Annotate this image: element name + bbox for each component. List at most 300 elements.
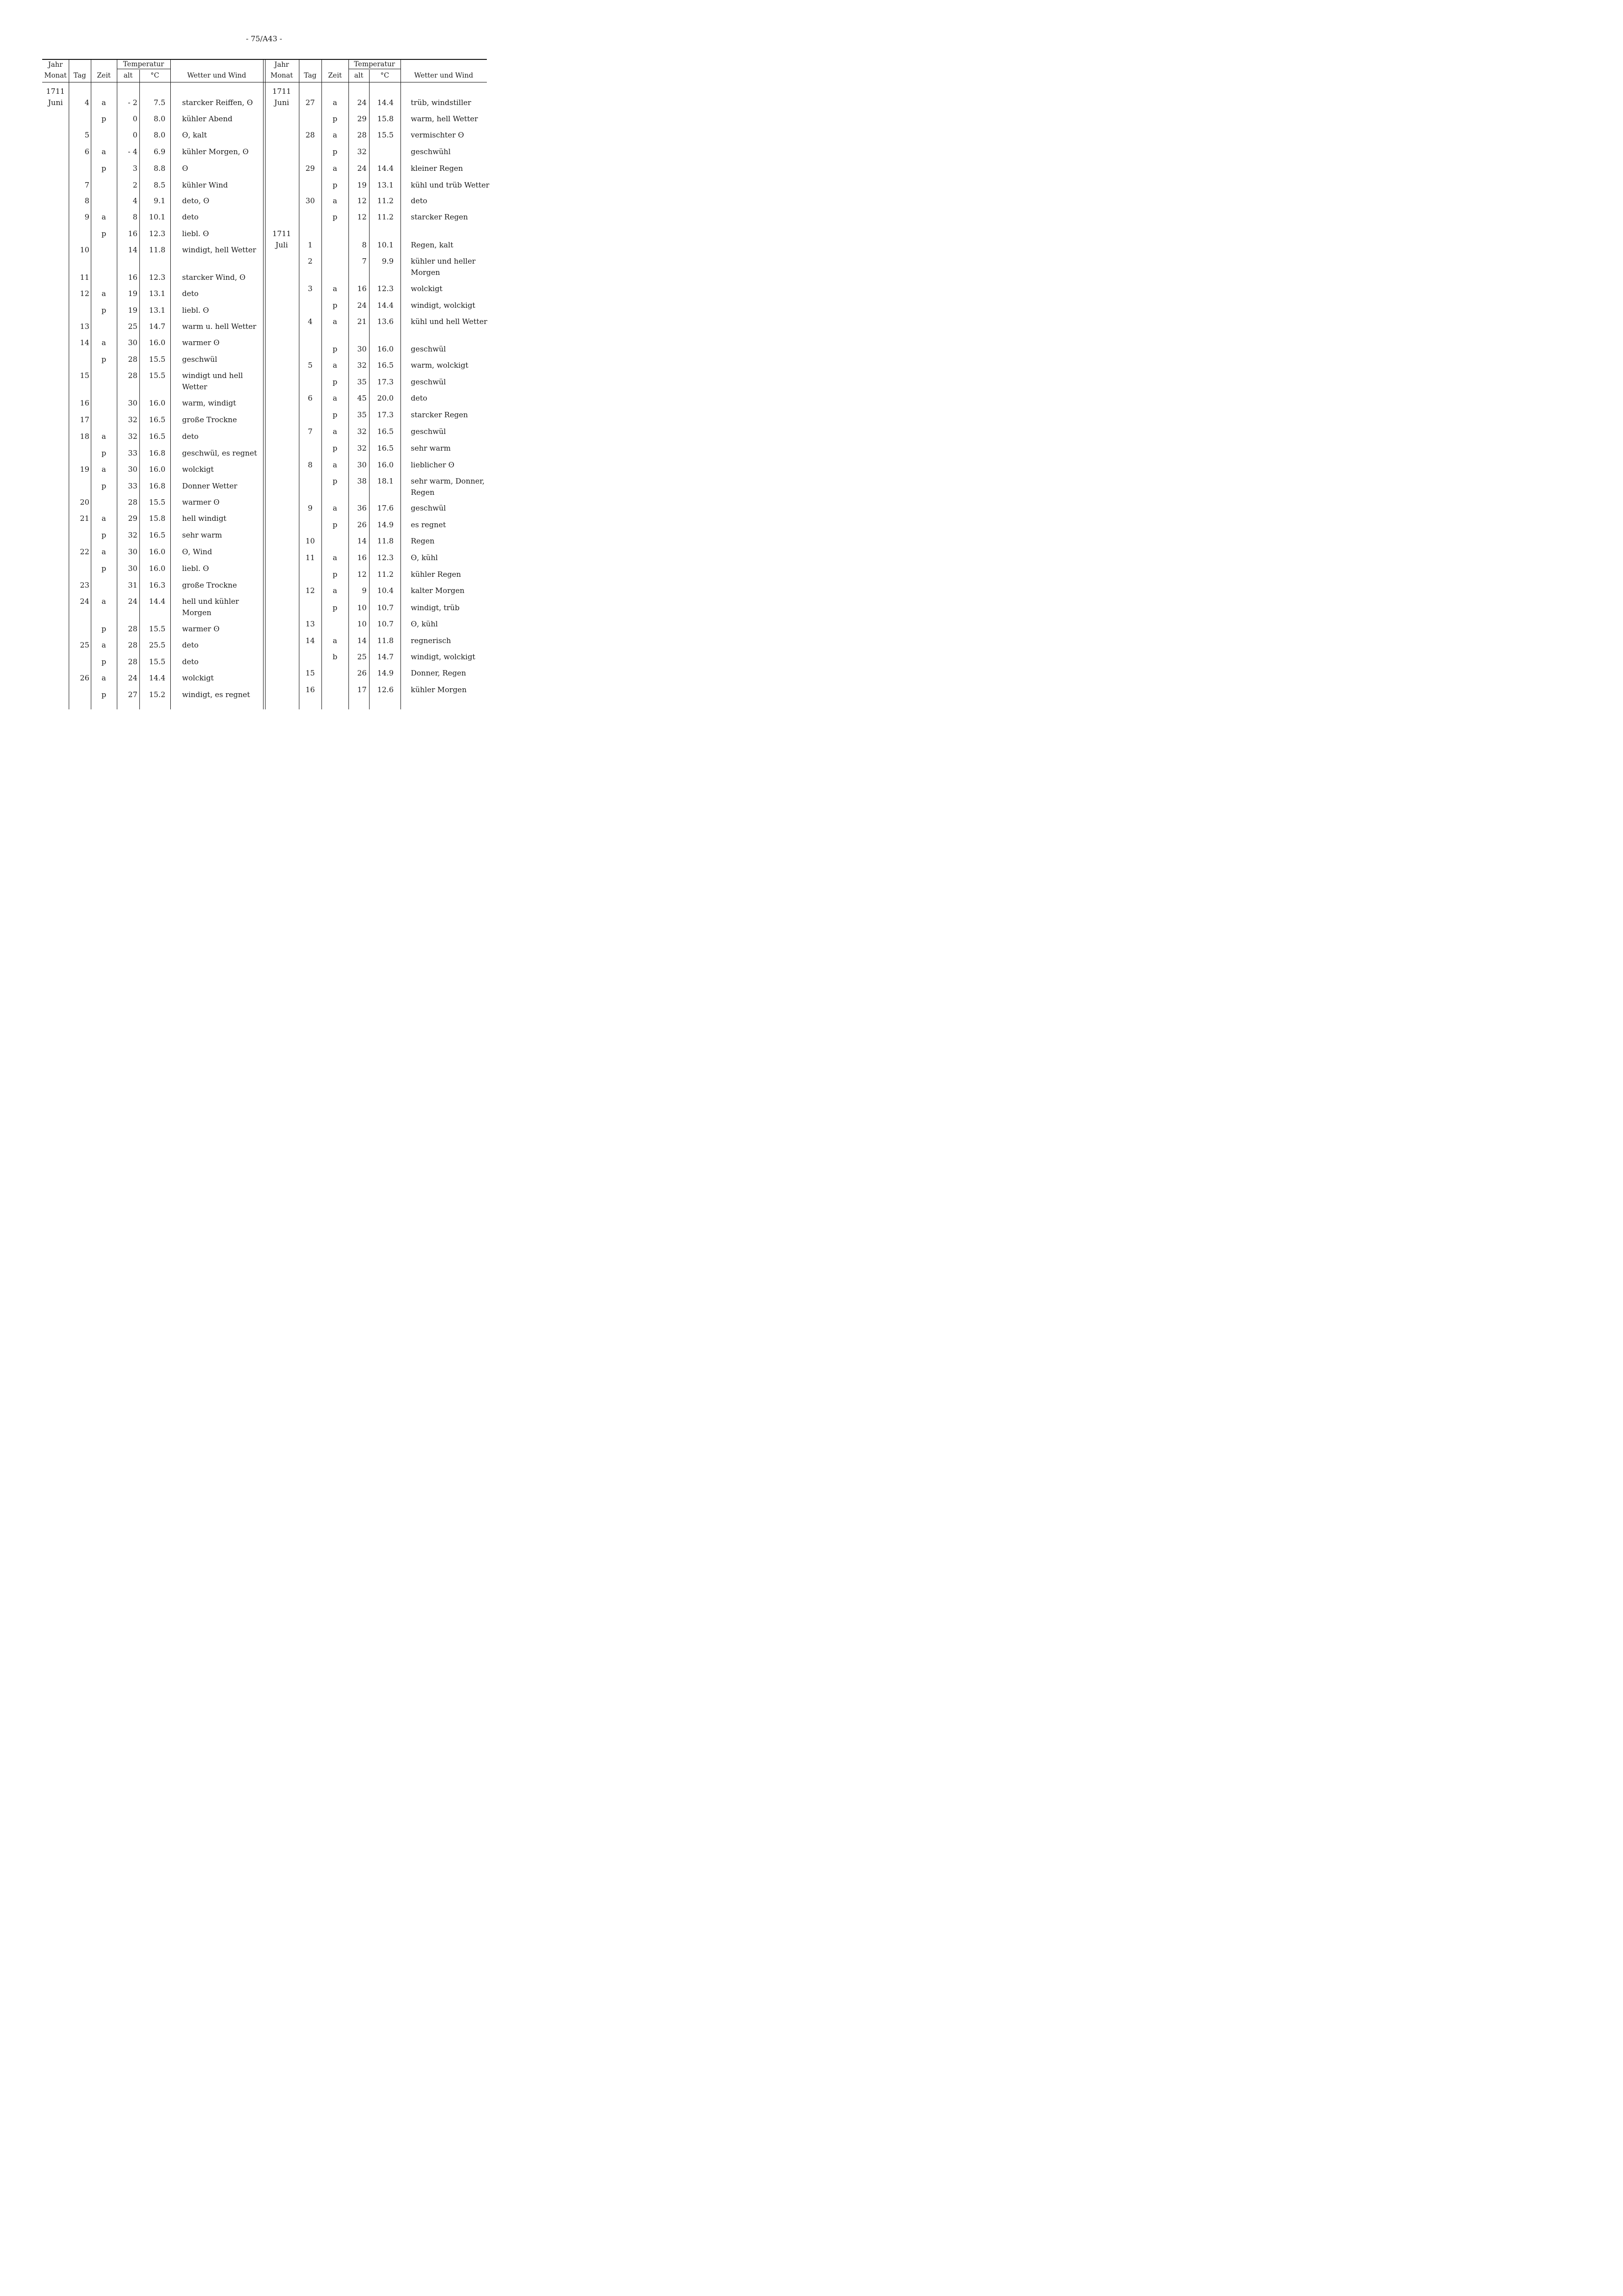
left-row-alt: 24 xyxy=(128,674,137,682)
right-row-wetter: Regen, kalt xyxy=(411,241,453,249)
left-row-zeit: a xyxy=(102,432,106,441)
left-row-celsius: 13.1 xyxy=(149,306,165,315)
right-row-alt: 12 xyxy=(357,570,367,579)
header-tag: Tag xyxy=(73,72,86,80)
left-row-wetter: warmer ʘ xyxy=(182,624,220,633)
left-year: 1711 xyxy=(46,87,65,96)
left-row-zeit: p xyxy=(101,449,106,458)
left-row-wetter: kühler Abend xyxy=(182,114,233,123)
right-row-alt: 32 xyxy=(357,444,367,453)
left-row-wetter: warmer ʘ xyxy=(182,338,220,347)
left-row-tag: 7 xyxy=(84,181,89,189)
right-row-wetter: kühl und trüb Wetter xyxy=(411,181,490,189)
right-row-tag: 2 xyxy=(308,257,313,266)
right-row-tag: 16 xyxy=(305,685,315,694)
right-row-celsius: 11.8 xyxy=(377,636,394,645)
left-row-wetter: kühler Wind xyxy=(182,181,228,189)
left-row-wetter: deto xyxy=(182,657,199,666)
right-row-tag: 1 xyxy=(308,241,313,249)
right-row-zeit: a xyxy=(333,131,337,139)
left-row-celsius: 15.5 xyxy=(149,498,165,507)
left-row-alt: 30 xyxy=(128,338,137,347)
left-row-celsius: 15.5 xyxy=(149,624,165,633)
left-row-wetter: ʘ, kalt xyxy=(182,131,207,139)
right-row-celsius: 10.1 xyxy=(377,241,394,249)
left-row-wetter: starcker Wind, ʘ xyxy=(182,273,246,282)
left-row-zeit: p xyxy=(101,531,106,540)
right-row-wetter: geschwül xyxy=(411,378,446,386)
header-alt: alt xyxy=(354,72,364,80)
left-row-alt: 16 xyxy=(128,229,137,238)
left-row-celsius: 12.3 xyxy=(149,273,165,282)
right-row-zeit: p xyxy=(332,345,338,353)
col-rule-wetter-right xyxy=(400,59,401,709)
right-row-tag: 9 xyxy=(308,504,313,513)
right-row-zeit: p xyxy=(332,570,338,579)
left-row-zeit: p xyxy=(101,624,106,633)
right-row-zeit: a xyxy=(333,553,337,562)
right-row-wetter: wolckigt xyxy=(411,284,443,293)
right-row-alt: 26 xyxy=(357,520,367,529)
right-row-celsius: 14.9 xyxy=(377,520,394,529)
left-row-celsius: 16.5 xyxy=(149,531,165,540)
left-row-wetter: hell und kühler Morgen xyxy=(182,597,239,617)
right-row-celsius: 11.8 xyxy=(377,537,394,545)
left-row-wetter: deto xyxy=(182,432,199,441)
right-row-celsius: 10.4 xyxy=(377,586,394,595)
left-month: Juni xyxy=(48,98,63,107)
right-month-juli: Juli xyxy=(275,241,288,249)
header-zeit: Zeit xyxy=(328,72,342,80)
right-row-zeit: a xyxy=(333,164,337,173)
left-row-alt: 4 xyxy=(133,196,137,205)
left-row-tag: 17 xyxy=(80,415,89,424)
left-row-wetter: deto xyxy=(182,213,199,221)
right-row-alt: 9 xyxy=(362,586,367,595)
page-number: - 75/A43 - xyxy=(246,34,282,43)
right-row-alt: 36 xyxy=(357,504,367,513)
right-row-celsius: 17.3 xyxy=(377,410,394,419)
right-row-tag: 14 xyxy=(305,636,315,645)
left-row-celsius: 25.5 xyxy=(149,641,165,649)
left-row-alt: 32 xyxy=(128,432,137,441)
left-row-alt: 30 xyxy=(128,465,137,474)
right-row-zeit: p xyxy=(332,147,338,156)
right-row-alt: 35 xyxy=(357,378,367,386)
left-row-wetter: hell windigt xyxy=(182,514,227,523)
left-row-celsius: 8.0 xyxy=(154,114,165,123)
left-row-wetter: deto xyxy=(182,641,199,649)
left-row-alt: 24 xyxy=(128,597,137,606)
right-row-celsius: 15.8 xyxy=(377,114,394,123)
col-rule-wetter-left xyxy=(170,59,171,709)
left-row-tag: 19 xyxy=(80,465,89,474)
right-row-tag: 3 xyxy=(308,284,313,293)
right-row-celsius: 14.4 xyxy=(377,98,394,107)
header-jahr: Jahr xyxy=(48,61,63,69)
left-row-tag: 9 xyxy=(84,213,89,221)
right-row-zeit: p xyxy=(332,520,338,529)
left-row-celsius: 16.0 xyxy=(149,465,165,474)
right-row-tag: 6 xyxy=(308,394,313,403)
left-row-zeit: a xyxy=(102,289,106,298)
left-row-tag: 18 xyxy=(80,432,89,441)
right-row-wetter: starcker Regen xyxy=(411,213,468,221)
left-row-wetter: liebl. ʘ xyxy=(182,229,209,238)
left-row-tag: 12 xyxy=(80,289,89,298)
left-row-alt: 29 xyxy=(128,514,137,523)
left-row-alt: 32 xyxy=(128,415,137,424)
right-row-zeit: b xyxy=(332,652,338,661)
right-row-alt: 8 xyxy=(362,241,367,249)
right-row-wetter: es regnet xyxy=(411,520,446,529)
right-year-juli: 1711 xyxy=(272,229,292,238)
left-row-alt: 28 xyxy=(128,641,137,649)
right-row-alt: 10 xyxy=(357,603,367,612)
header-wetter-und-wind: Wetter und Wind xyxy=(187,72,246,80)
left-row-zeit: p xyxy=(101,657,106,666)
right-row-tag: 30 xyxy=(305,196,315,205)
left-row-tag: 24 xyxy=(80,597,89,606)
left-row-wetter: wolckigt xyxy=(182,465,214,474)
right-row-celsius: 16.0 xyxy=(377,345,394,353)
left-row-celsius: 8.5 xyxy=(154,181,165,189)
right-row-wetter: windigt, trüb xyxy=(411,603,460,612)
left-row-tag: 5 xyxy=(84,131,89,139)
right-row-tag: 27 xyxy=(305,98,315,107)
right-row-wetter: deto xyxy=(411,394,427,403)
right-row-wetter: warm, hell Wetter xyxy=(411,114,478,123)
header-temperatur: Temperatur xyxy=(123,60,164,68)
right-row-zeit: a xyxy=(333,504,337,513)
right-row-zeit: p xyxy=(332,114,338,123)
right-row-celsius: 17.6 xyxy=(377,504,394,513)
right-row-tag: 28 xyxy=(305,131,315,139)
right-row-tag: 29 xyxy=(305,164,315,173)
left-row-tag: 10 xyxy=(80,245,89,254)
right-row-zeit: p xyxy=(332,213,338,221)
right-row-celsius: 20.0 xyxy=(377,394,394,403)
right-row-alt: 32 xyxy=(357,147,367,156)
right-row-alt: 35 xyxy=(357,410,367,419)
left-row-wetter: wolckigt xyxy=(182,674,214,682)
right-row-zeit: a xyxy=(333,460,337,469)
right-row-tag: 5 xyxy=(308,361,313,370)
left-row-wetter: große Trockne xyxy=(182,415,237,424)
right-row-alt: 16 xyxy=(357,553,367,562)
right-row-celsius: 14.4 xyxy=(377,301,394,310)
left-row-alt: 28 xyxy=(128,498,137,507)
left-row-alt: 30 xyxy=(128,564,137,573)
right-row-zeit: a xyxy=(333,427,337,436)
right-row-alt: 32 xyxy=(357,361,367,370)
right-row-zeit: a xyxy=(333,317,337,326)
left-row-celsius: 16.0 xyxy=(149,399,165,407)
right-row-zeit: p xyxy=(332,477,338,486)
right-row-wetter: windigt, wolckigt xyxy=(411,301,476,310)
left-row-alt: 16 xyxy=(128,273,137,282)
left-row-celsius: 10.1 xyxy=(149,213,165,221)
left-row-zeit: p xyxy=(101,306,106,315)
table-center-double-rule xyxy=(263,59,266,709)
right-row-wetter: regnerisch xyxy=(411,636,451,645)
right-row-wetter: Regen xyxy=(411,537,435,545)
left-row-celsius: 16.0 xyxy=(149,547,165,556)
left-row-zeit: a xyxy=(102,338,106,347)
left-row-tag: 22 xyxy=(80,547,89,556)
right-row-celsius: 16.0 xyxy=(377,460,394,469)
left-row-alt: 28 xyxy=(128,371,137,380)
left-row-tag: 20 xyxy=(80,498,89,507)
left-row-tag: 8 xyxy=(84,196,89,205)
right-row-zeit: a xyxy=(333,196,337,205)
left-row-tag: 6 xyxy=(84,147,89,156)
header-celsius: °C xyxy=(380,72,389,80)
left-row-zeit: a xyxy=(102,597,106,606)
right-row-celsius: 11.2 xyxy=(377,213,394,221)
header-temperatur: Temperatur xyxy=(354,60,395,68)
right-row-wetter: geschwül xyxy=(411,504,446,513)
left-row-tag: 4 xyxy=(84,98,89,107)
left-row-wetter: geschwül, es regnet xyxy=(182,449,257,458)
left-row-alt: 33 xyxy=(128,482,137,490)
header-jahr: Jahr xyxy=(274,61,289,69)
left-row-celsius: 16.8 xyxy=(149,482,165,490)
left-row-celsius: 14.7 xyxy=(149,322,165,331)
right-row-wetter: lieblicher ʘ xyxy=(411,460,454,469)
right-row-tag: 8 xyxy=(308,460,313,469)
right-row-celsius: 10.7 xyxy=(377,620,394,628)
left-row-celsius: 15.5 xyxy=(149,657,165,666)
right-row-celsius: 15.5 xyxy=(377,131,394,139)
left-row-celsius: 15.5 xyxy=(149,355,165,364)
left-row-alt: 19 xyxy=(128,289,137,298)
right-row-tag: 11 xyxy=(305,553,315,562)
left-row-alt: 31 xyxy=(128,581,137,590)
right-row-celsius: 11.2 xyxy=(377,570,394,579)
left-row-zeit: p xyxy=(101,564,106,573)
left-row-zeit: a xyxy=(102,465,106,474)
left-row-celsius: 12.3 xyxy=(149,229,165,238)
left-row-alt: 0 xyxy=(133,131,137,139)
right-row-alt: 24 xyxy=(357,164,367,173)
right-row-wetter: kalter Morgen xyxy=(411,586,465,595)
left-row-celsius: 16.3 xyxy=(149,581,165,590)
left-row-tag: 26 xyxy=(80,674,89,682)
header-monat: Monat xyxy=(270,72,293,80)
left-row-tag: 11 xyxy=(80,273,89,282)
right-row-alt: 25 xyxy=(357,652,367,661)
right-row-alt: 30 xyxy=(357,460,367,469)
left-row-wetter: kühler Morgen, ʘ xyxy=(182,147,249,156)
left-row-wetter: deto xyxy=(182,289,199,298)
right-row-zeit: a xyxy=(333,361,337,370)
right-row-tag: 4 xyxy=(308,317,313,326)
right-row-celsius: 14.7 xyxy=(377,652,394,661)
right-row-wetter: vermischter ʘ xyxy=(411,131,464,139)
left-row-celsius: 8.8 xyxy=(154,164,165,173)
left-row-tag: 14 xyxy=(80,338,89,347)
right-row-zeit: p xyxy=(332,378,338,386)
right-row-alt: 28 xyxy=(357,131,367,139)
right-row-alt: 7 xyxy=(362,257,367,266)
right-row-tag: 7 xyxy=(308,427,313,436)
right-row-celsius: 16.5 xyxy=(377,361,394,370)
right-row-alt: 12 xyxy=(357,213,367,221)
left-row-celsius: 6.9 xyxy=(154,147,165,156)
left-row-alt: 32 xyxy=(128,531,137,540)
left-row-celsius: 7.5 xyxy=(154,98,165,107)
right-row-tag: 15 xyxy=(305,669,315,677)
left-row-wetter: starcker Reiffen, ʘ xyxy=(182,98,253,107)
header-tag: Tag xyxy=(304,72,317,80)
right-row-alt: 16 xyxy=(357,284,367,293)
left-row-alt: 19 xyxy=(128,306,137,315)
right-row-celsius: 16.5 xyxy=(377,444,394,453)
left-row-celsius: 11.8 xyxy=(149,245,165,254)
left-row-zeit: a xyxy=(102,641,106,649)
left-row-alt: 0 xyxy=(133,114,137,123)
right-row-celsius: 11.2 xyxy=(377,196,394,205)
right-row-celsius: 14.9 xyxy=(377,669,394,677)
left-row-wetter: ʘ xyxy=(182,164,188,173)
right-row-wetter: geschwül xyxy=(411,345,446,353)
left-row-zeit: p xyxy=(101,164,106,173)
left-row-alt: 30 xyxy=(128,399,137,407)
right-row-wetter: kühler Morgen xyxy=(411,685,467,694)
right-row-zeit: a xyxy=(333,586,337,595)
left-row-celsius: 9.1 xyxy=(154,196,165,205)
left-row-zeit: a xyxy=(102,674,106,682)
right-row-celsius: 18.1 xyxy=(377,477,394,486)
left-row-celsius: 16.0 xyxy=(149,564,165,573)
document-page xyxy=(0,0,540,764)
right-row-celsius: 12.6 xyxy=(377,685,394,694)
left-row-alt: 8 xyxy=(133,213,137,221)
right-row-wetter: warm, wolckigt xyxy=(411,361,469,370)
right-row-alt: 38 xyxy=(357,477,367,486)
right-row-alt: 21 xyxy=(357,317,367,326)
left-row-tag: 13 xyxy=(80,322,89,331)
right-row-celsius: 12.3 xyxy=(377,284,394,293)
left-row-wetter: liebl. ʘ xyxy=(182,306,209,315)
right-row-alt: 29 xyxy=(357,114,367,123)
left-row-alt: 25 xyxy=(128,322,137,331)
header-zeit: Zeit xyxy=(97,72,111,80)
right-row-wetter: kleiner Regen xyxy=(411,164,463,173)
right-row-zeit: a xyxy=(333,394,337,403)
left-row-zeit: p xyxy=(101,482,106,490)
right-month-juni: Juni xyxy=(274,98,290,107)
right-row-zeit: p xyxy=(332,603,338,612)
right-row-tag: 10 xyxy=(305,537,315,545)
left-row-zeit: p xyxy=(101,690,106,699)
left-row-celsius: 16.8 xyxy=(149,449,165,458)
right-row-zeit: p xyxy=(332,301,338,310)
left-row-wetter: große Trockne xyxy=(182,581,237,590)
left-row-alt: 28 xyxy=(128,624,137,633)
left-row-alt: 30 xyxy=(128,547,137,556)
left-row-wetter: Donner Wetter xyxy=(182,482,238,490)
left-row-celsius: 15.2 xyxy=(149,690,165,699)
right-row-zeit: p xyxy=(332,181,338,189)
right-row-celsius: 10.7 xyxy=(377,603,394,612)
left-row-alt: 14 xyxy=(128,245,137,254)
right-row-zeit: a xyxy=(333,98,337,107)
left-row-wetter: sehr warm xyxy=(182,531,222,540)
left-row-celsius: 16.5 xyxy=(149,415,165,424)
right-row-alt: 14 xyxy=(357,636,367,645)
left-row-alt: 28 xyxy=(128,355,137,364)
left-row-alt: 27 xyxy=(128,690,137,699)
right-row-alt: 12 xyxy=(357,196,367,205)
header-wetter-und-wind: Wetter und Wind xyxy=(414,72,474,80)
right-row-wetter: geschwühl xyxy=(411,147,451,156)
right-row-wetter: starcker Regen xyxy=(411,410,468,419)
right-row-celsius: 13.1 xyxy=(377,181,394,189)
right-row-wetter: Donner, Regen xyxy=(411,669,466,677)
left-row-wetter: windigt, es regnet xyxy=(182,690,250,699)
left-row-celsius: 16.0 xyxy=(149,338,165,347)
right-row-alt: 24 xyxy=(357,98,367,107)
left-row-tag: 23 xyxy=(80,581,89,590)
right-row-celsius: 12.3 xyxy=(377,553,394,562)
right-row-alt: 24 xyxy=(357,301,367,310)
header-celsius: °C xyxy=(150,72,160,80)
left-row-wetter: warmer ʘ xyxy=(182,498,220,507)
right-row-alt: 10 xyxy=(357,620,367,628)
left-row-celsius: 14.4 xyxy=(149,674,165,682)
right-row-wetter: sehr warm, Donner, Regen xyxy=(411,477,485,497)
left-row-zeit: a xyxy=(102,213,106,221)
left-row-wetter: warm u. hell Wetter xyxy=(182,322,257,331)
left-row-tag: 15 xyxy=(80,371,89,380)
right-row-wetter: windigt, wolckigt xyxy=(411,652,476,661)
right-row-tag: 12 xyxy=(305,586,315,595)
left-row-wetter: windigt und hell Wetter xyxy=(182,371,243,391)
left-row-alt: 28 xyxy=(128,657,137,666)
right-row-alt: 19 xyxy=(357,181,367,189)
left-row-wetter: geschwül xyxy=(182,355,217,364)
left-row-wetter: deto, ʘ xyxy=(182,196,210,205)
right-row-celsius: 17.3 xyxy=(377,378,394,386)
left-row-tag: 21 xyxy=(80,514,89,523)
left-row-alt: - 4 xyxy=(128,147,137,156)
left-row-tag: 16 xyxy=(80,399,89,407)
left-row-alt: 3 xyxy=(133,164,137,173)
left-row-wetter: warm, windigt xyxy=(182,399,237,407)
left-row-wetter: windigt, hell Wetter xyxy=(182,245,256,254)
left-row-celsius: 14.4 xyxy=(149,597,165,606)
left-row-alt: - 2 xyxy=(128,98,137,107)
left-row-celsius: 15.8 xyxy=(149,514,165,523)
left-row-celsius: 13.1 xyxy=(149,289,165,298)
left-row-celsius: 15.5 xyxy=(149,371,165,380)
right-row-celsius: 14.4 xyxy=(377,164,394,173)
right-row-wetter: ʘ, kühl xyxy=(411,620,438,628)
right-row-tag: 13 xyxy=(305,620,315,628)
left-row-alt: 2 xyxy=(133,181,137,189)
left-row-zeit: p xyxy=(101,355,106,364)
left-row-zeit: a xyxy=(102,147,106,156)
right-row-celsius: 16.5 xyxy=(377,427,394,436)
right-row-wetter: kühler Regen xyxy=(411,570,461,579)
right-year-juni: 1711 xyxy=(272,87,292,96)
right-row-wetter: kühl und hell Wetter xyxy=(411,317,487,326)
right-row-celsius: 13.6 xyxy=(377,317,394,326)
right-row-alt: 45 xyxy=(357,394,367,403)
right-row-alt: 26 xyxy=(357,669,367,677)
